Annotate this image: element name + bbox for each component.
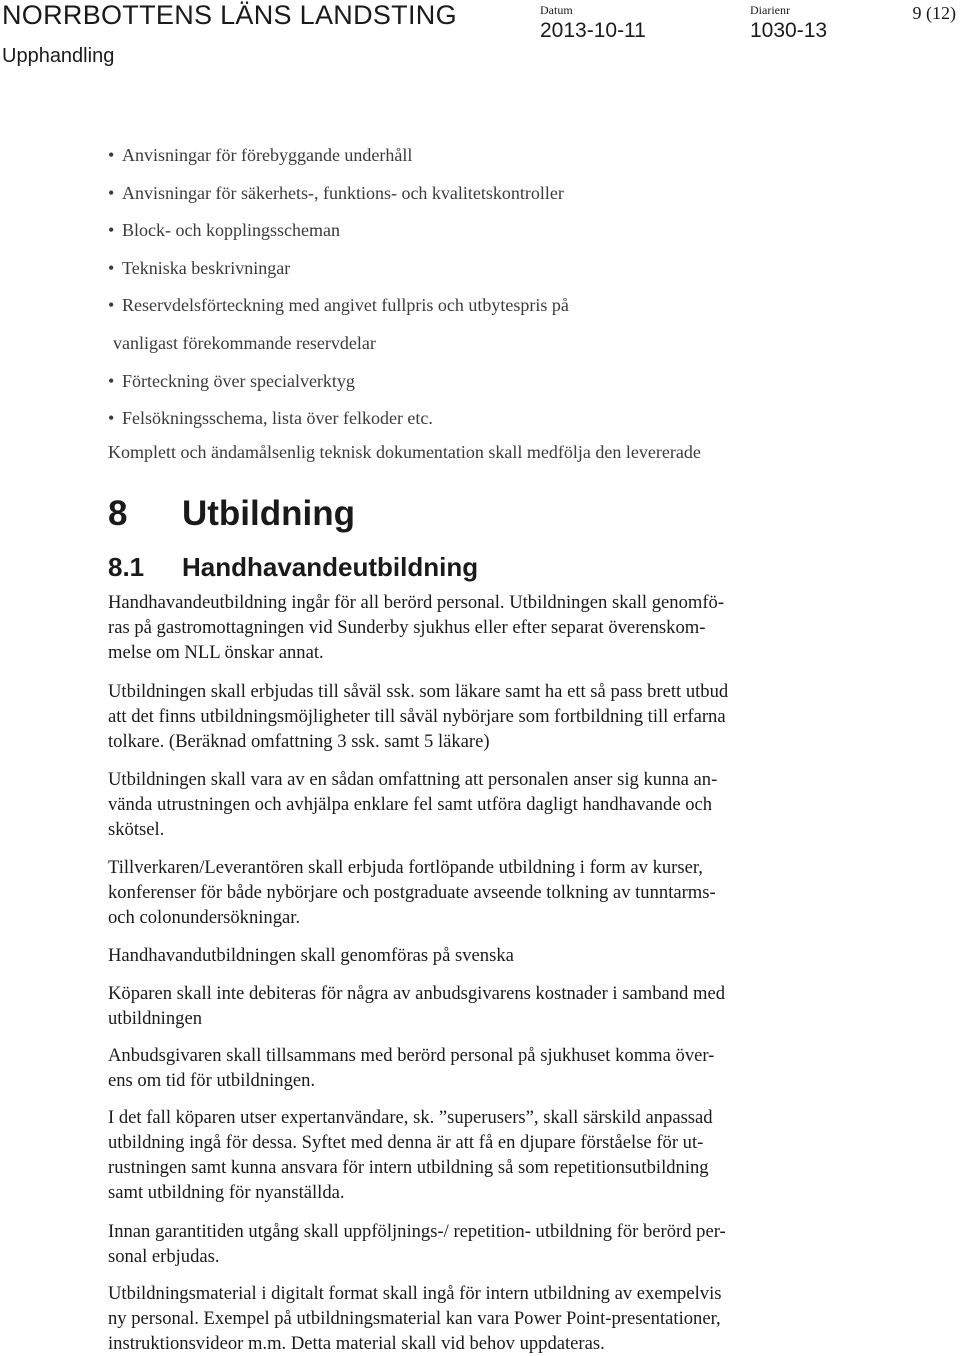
list-item-continuation: vanligast förekommande reservdelar: [113, 332, 376, 353]
document-category: Upphandling: [2, 45, 115, 67]
list-item: • Anvisningar för förebyggande underhåll: [108, 141, 569, 179]
paragraph: Utbildningen skall erbjudas till såväl ssk. som läkare samt ha ett så pass brett utbud att det finns utbildningsmöjligheter till såväl nybörjare som fortbildning till erfarna tolkare. (Beräknad omfattning 3 ssk. samt 5 läkare): [108, 681, 729, 752]
subsection-title: Handhavandeutbildning: [182, 552, 479, 582]
section-number: 8: [108, 494, 128, 533]
intro-paragraph: Komplett och ändamålsenlig teknisk dokumentation skall medfölja den levererade: [108, 442, 701, 462]
bullet-icon: •: [108, 145, 115, 165]
bullet-icon: •: [108, 182, 115, 203]
subsection-heading: [108, 550, 478, 584]
page-number: 9 (12): [912, 3, 956, 23]
paragraph: Tillverkaren/Leverantören skall erbjuda fortlöpande utbildning i form av kurser, konferenser för både nybörjare och postgraduate avseende tolkning av tunntarms- och colonundersökningar.: [108, 857, 716, 928]
section-title: Utbildning: [182, 494, 356, 533]
paragraph: Anbudsgivaren skall tillsammans med berörd personal på sjukhuset komma över- ens om tid för utbildningen.: [108, 1045, 715, 1091]
paragraph: Utbildningen skall vara av en sådan omfattning att personalen anser sig kunna an- vända utrustningen och avhjälpa enklare fel samt utföra dagligt handhavande och skötsel.: [108, 769, 718, 840]
diarienr-label: Diarienr: [750, 3, 790, 17]
list-item: • Förteckning över specialverktyg: [108, 367, 569, 405]
subsection-number: 8.1: [108, 552, 145, 582]
bullet-icon: •: [108, 408, 115, 429]
list-item: • Reservdelsförteckning med angivet fullpris och utbytespris på: [108, 291, 569, 329]
documentation-list: [108, 141, 569, 442]
list-item: • Block- och kopplingsscheman: [108, 216, 569, 254]
list-item: • Tekniska beskrivningar: [108, 254, 569, 292]
date-label: Datum: [540, 3, 573, 17]
bullet-icon: •: [108, 220, 115, 241]
paragraph: Utbildningsmaterial i digitalt format skall ingå för intern utbildning av exempelvis ny personal. Exempel på utbildningsmaterial kan vara Power Point-presentationer, instruktionsvideor m.m. Detta material skall vid behov uppdateras.: [108, 1283, 722, 1354]
bullet-icon: •: [108, 295, 115, 316]
paragraph: Handhavandutbildningen skall genomföras på svenska: [108, 945, 514, 966]
date-value: 2013-10-11: [540, 19, 646, 42]
paragraph: I det fall köparen utser expertanvändare, sk. ”superusers”, skall särskild anpassad utbildning ingå för dessa. Syftet med denna är att få en djupare förståelse för ut- rustningen samt kunna ansvara för intern utbildning så som repetitionsutbildning samt utbildning för nyanställda.: [108, 1107, 713, 1203]
section-heading: [108, 492, 355, 536]
paragraph: Innan garantitiden utgång skall uppföljnings-/ repetition- utbildning för berörd per- sonal erbjudas.: [108, 1221, 726, 1267]
bullet-icon: •: [108, 257, 115, 278]
list-item: • Felsökningsschema, lista över felkoder etc.: [108, 404, 569, 442]
list-item: • Anvisningar för säkerhets-, funktions- och kvalitetskontroller: [108, 179, 569, 217]
diarienr-value: 1030-13: [750, 19, 828, 42]
bullet-icon: •: [108, 370, 115, 391]
paragraph: Köparen skall inte debiteras för några av anbudsgivarens kostnader i samband med utbildningen: [108, 983, 726, 1029]
paragraph: Handhavandeutbildning ingår för all berörd personal. Utbildningen skall genomfö- ras på gastromottagningen vid Sunderby sjukhus eller efter separat överenskom- melse om NLL önskar annat.: [108, 592, 725, 663]
organization-name: NORRBOTTENS LÄNS LANDSTING: [2, 0, 457, 30]
